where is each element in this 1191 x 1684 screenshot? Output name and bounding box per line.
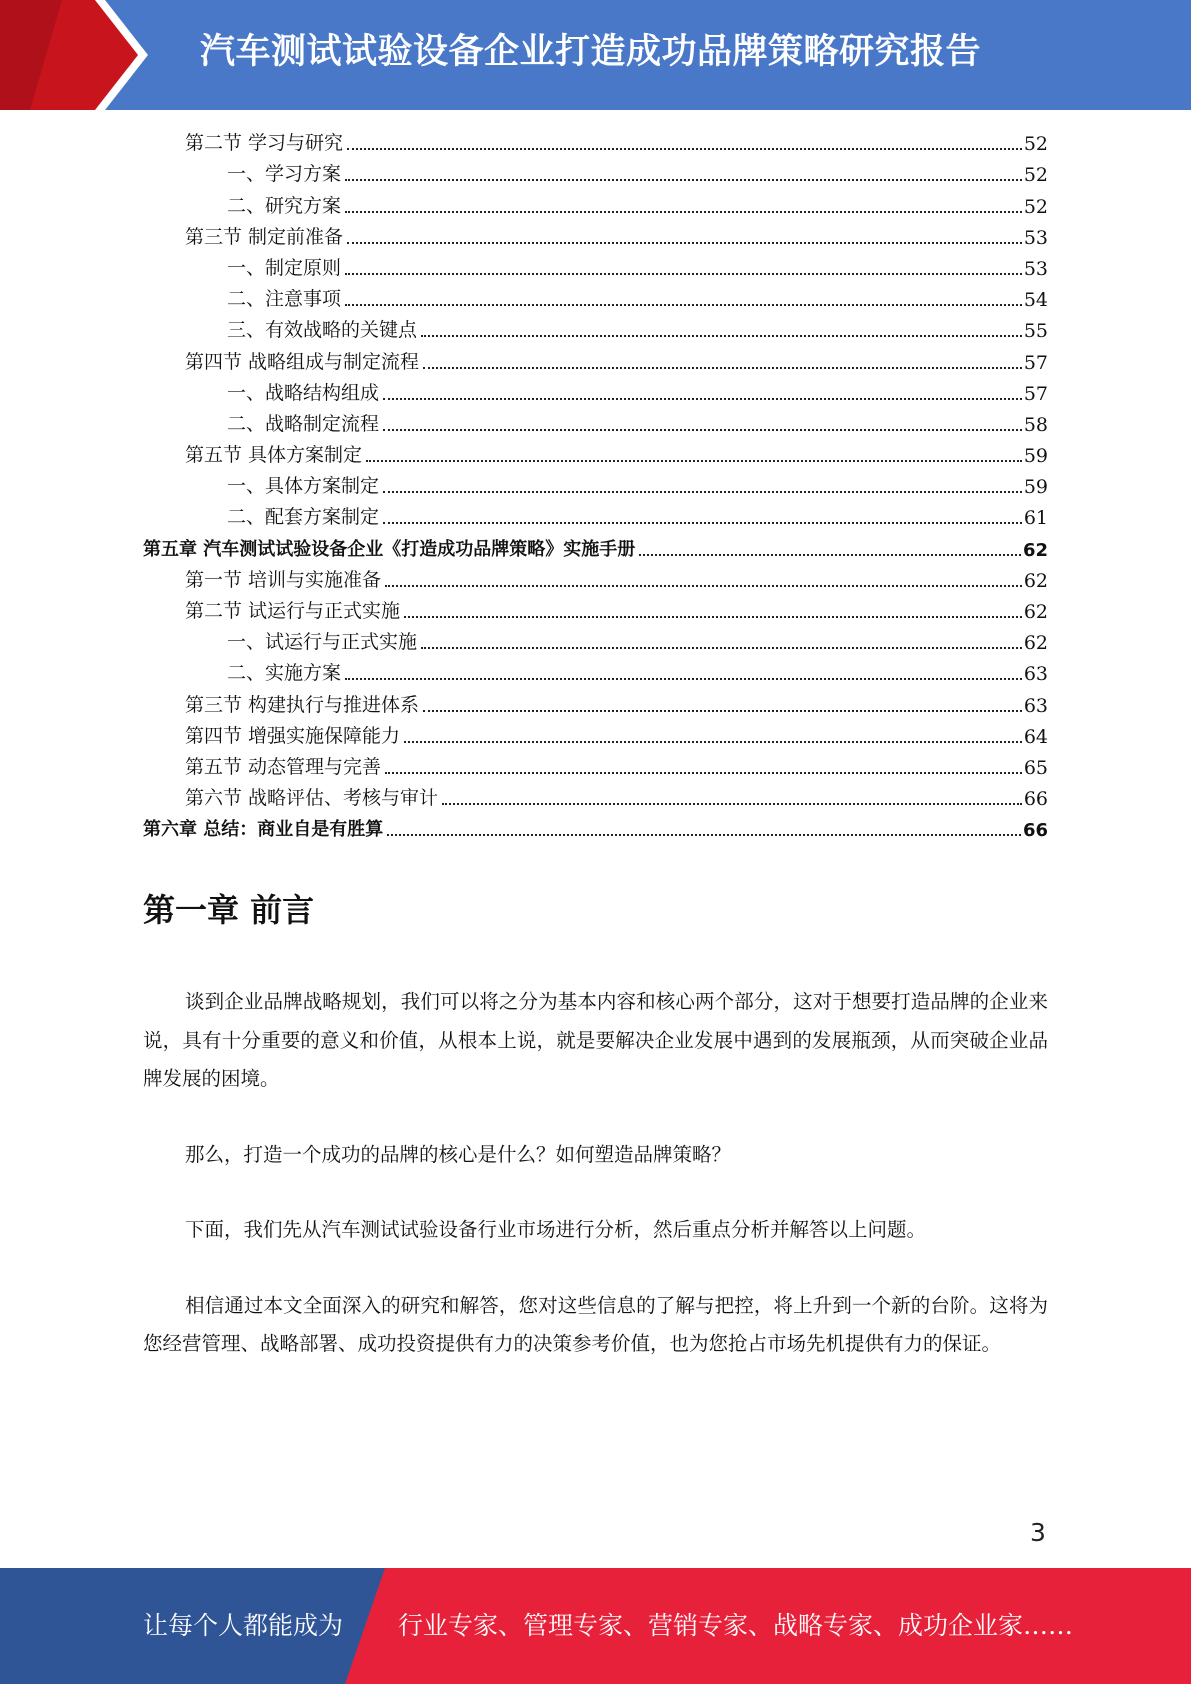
toc-entry-page: 54 xyxy=(1023,289,1048,312)
toc-subsection-entry[interactable] xyxy=(143,627,1048,658)
toc-subsection-entry[interactable] xyxy=(143,378,1048,409)
toc-entry-page: 62 xyxy=(1023,632,1048,655)
toc-entry-label: 一、试运行与正式实施 xyxy=(227,631,418,654)
toc-entry-page: 65 xyxy=(1023,756,1048,779)
toc-entry-page: 61 xyxy=(1023,507,1048,530)
toc-dot-leader xyxy=(387,834,1021,836)
paragraph: 谈到企业品牌战略规划，我们可以将之分为基本内容和核心两个部分，这对于想要打造品牌的企业来说，具有十分重要的意义和价值，从根本上说，就是要解决企业发展中遇到的发展瓶颈，从而突破企业品牌发展的困境。 xyxy=(143,990,1048,1090)
toc-section-entry[interactable] xyxy=(143,783,1048,814)
toc-entry-page: 66 xyxy=(1023,788,1048,811)
toc-section-entry[interactable] xyxy=(143,596,1048,627)
toc-subsection-entry[interactable] xyxy=(143,471,1048,502)
toc-entry-label: 第六节 战略评估、考核与审计 xyxy=(185,787,439,810)
toc-dot-leader xyxy=(345,304,1022,306)
toc-entry-page: 66 xyxy=(1022,820,1048,842)
toc-dot-leader xyxy=(366,460,1022,462)
toc-subsection-entry[interactable] xyxy=(143,284,1048,315)
toc-entry-label: 第二节 试运行与正式实施 xyxy=(185,600,401,622)
toc-entry-page: 52 xyxy=(1023,164,1048,187)
toc-dot-leader xyxy=(383,522,1022,524)
toc-entry-label: 第一节 培训与实施准备 xyxy=(185,568,382,591)
toc-dot-leader xyxy=(639,554,1021,556)
toc-entry-label: 第五节 具体方案制定 xyxy=(185,444,363,467)
toc-entry-label: 第五节 动态管理与完善 xyxy=(185,755,382,778)
toc-entry-label: 三、有效战略的关键点 xyxy=(227,319,418,342)
toc-section-entry[interactable] xyxy=(143,752,1048,783)
toc-dot-leader xyxy=(404,616,1022,618)
toc-entry-label: 二、配套方案制定 xyxy=(227,506,380,529)
toc-entry-page: 64 xyxy=(1023,725,1048,748)
toc-dot-leader xyxy=(345,678,1022,680)
toc-entry-label: 一、具体方案制定 xyxy=(227,475,380,498)
toc-entry-page: 52 xyxy=(1023,133,1048,156)
toc-dot-leader xyxy=(385,772,1022,774)
toc-entry-label: 二、研究方案 xyxy=(227,194,342,217)
toc-subsection-entry[interactable] xyxy=(143,315,1048,346)
toc-section-entry[interactable] xyxy=(143,222,1048,253)
toc-subsection-entry[interactable] xyxy=(143,159,1048,190)
toc-entry-page: 62 xyxy=(1022,539,1048,561)
toc-entry-label: 二、战略制定流程 xyxy=(227,412,380,435)
table-of-contents xyxy=(143,128,1048,845)
toc-dot-leader xyxy=(347,148,1022,150)
toc-entry-label: 第五章 汽车测试试验设备企业《打造成功品牌策略》实施手册 xyxy=(143,538,636,560)
toc-section-entry[interactable] xyxy=(143,440,1048,471)
toc-entry-label: 第四节 增强实施保障能力 xyxy=(185,724,401,747)
toc-entry-page: 63 xyxy=(1023,663,1048,686)
toc-subsection-entry[interactable] xyxy=(143,409,1048,440)
report-title: 汽车测试试验设备企业打造成功品牌策略研究报告 xyxy=(200,32,982,72)
toc-entry-label: 第二节 学习与研究 xyxy=(185,132,344,155)
toc-section-entry[interactable] xyxy=(143,565,1048,596)
toc-entry-label: 一、制定原则 xyxy=(227,256,342,279)
toc-chapter-entry[interactable] xyxy=(143,533,1048,564)
toc-entry-label: 一、战略结构组成 xyxy=(227,381,380,404)
toc-chapter-entry[interactable] xyxy=(143,814,1048,845)
toc-entry-page: 62 xyxy=(1023,601,1048,623)
toc-entry-page: 53 xyxy=(1023,257,1048,280)
toc-dot-leader xyxy=(345,179,1022,181)
page-footer xyxy=(0,1568,1191,1684)
toc-subsection-entry[interactable] xyxy=(143,658,1048,689)
page-number: 3 xyxy=(1030,1518,1046,1547)
toc-dot-leader xyxy=(383,429,1022,431)
toc-entry-page: 52 xyxy=(1023,195,1048,218)
paragraph: 那么，打造一个成功的品牌的核心是什么？如何塑造品牌策略？ xyxy=(185,1142,732,1166)
toc-dot-leader xyxy=(383,398,1022,400)
toc-entry-label: 第四节 战略组成与制定流程 xyxy=(185,350,420,373)
toc-entry-page: 55 xyxy=(1023,320,1048,343)
toc-entry-page: 59 xyxy=(1023,445,1048,468)
toc-section-entry[interactable] xyxy=(143,128,1048,159)
toc-dot-leader xyxy=(421,335,1022,337)
toc-entry-page: 57 xyxy=(1023,351,1048,374)
toc-entry-page: 58 xyxy=(1023,413,1048,436)
toc-entry-label: 第六章 总结：商业自是有胜算 xyxy=(143,819,384,841)
toc-dot-leader xyxy=(385,585,1022,587)
toc-subsection-entry[interactable] xyxy=(143,502,1048,533)
footer-slogan-right: 行业专家、管理专家、营销专家、战略专家、成功企业家…… xyxy=(398,1611,1074,1640)
toc-entry-label: 二、注意事项 xyxy=(227,288,342,311)
toc-entry-label: 二、实施方案 xyxy=(227,662,342,685)
toc-dot-leader xyxy=(442,803,1022,805)
toc-dot-leader xyxy=(345,211,1022,213)
paragraph: 下面，我们先从汽车测试试验设备行业市场进行分析，然后重点分析并解答以上问题。 xyxy=(185,1218,927,1241)
toc-entry-page: 59 xyxy=(1023,476,1048,499)
toc-section-entry[interactable] xyxy=(143,346,1048,377)
toc-dot-leader xyxy=(345,273,1022,275)
chapter-body xyxy=(143,983,1048,1401)
toc-subsection-entry[interactable] xyxy=(143,253,1048,284)
toc-entry-label: 第三节 构建执行与推进体系 xyxy=(185,693,420,716)
toc-dot-leader xyxy=(383,491,1022,493)
toc-entry-page: 53 xyxy=(1023,226,1048,249)
toc-dot-leader xyxy=(421,647,1022,649)
toc-dot-leader xyxy=(404,741,1022,743)
paragraph: 相信通过本文全面深入的研究和解答，您对这些信息的了解与把控，将上升到一个新的台阶。这将为您经营管理、战略部署、成功投资提供有力的决策参考价值，也为您抢占市场先机提供有力的保证。 xyxy=(143,1293,1048,1355)
toc-entry-page: 63 xyxy=(1023,694,1048,717)
toc-subsection-entry[interactable] xyxy=(143,190,1048,221)
toc-entry-label: 第三节 制定前准备 xyxy=(185,225,344,248)
footer-slogan-left: 让每个人都能成为 xyxy=(143,1611,344,1640)
toc-dot-leader xyxy=(423,367,1022,369)
toc-dot-leader xyxy=(347,242,1022,244)
toc-entry-page: 62 xyxy=(1023,569,1048,592)
toc-section-entry[interactable] xyxy=(143,721,1048,752)
chapter-heading: 第一章 前言 xyxy=(143,891,315,929)
toc-section-entry[interactable] xyxy=(143,689,1048,720)
page-header xyxy=(0,0,1191,110)
toc-entry-label: 一、学习方案 xyxy=(227,163,342,186)
toc-entry-page: 57 xyxy=(1023,382,1048,405)
toc-dot-leader xyxy=(423,710,1022,712)
